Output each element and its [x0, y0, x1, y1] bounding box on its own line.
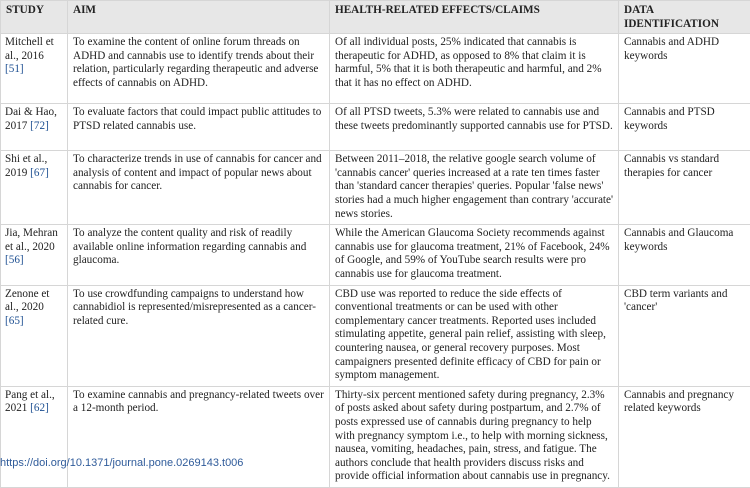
aim-cell: To examine the content of online forum threads on ADHD and cannabis use to identify trends about their relation, particularly regarding therapeutic and adverse effects of cannabis on ADHD. — [68, 34, 330, 104]
table-row — [1, 285, 750, 386]
aim-cell: To characterize trends in use of cannabis for cancer and analysis of content and impact of popular news about cannabis for cancer. — [68, 151, 330, 225]
table-row — [1, 34, 750, 104]
effects-cell: Of all individual posts, 25% indicated that cannabis is therapeutic for ADHD, as opposed to 8% that claim it is harmful, 5% that it is both therapeutic and harmful, and 2% that it has no effect on ADHD. — [330, 34, 619, 104]
effects-cell: While the American Glaucoma Society recommends against cannabis use for glaucoma treatment, 21% of Facebook, 24% of Google, and 59% of YouTube search results were pro cannabis use for glaucoma treatment. — [330, 225, 619, 285]
header-effects: HEALTH-RELATED EFFECTS/CLAIMS — [330, 1, 619, 34]
aim-cell: To analyze the content quality and risk of readily available online information regarding cannabis and glaucoma. — [68, 225, 330, 285]
header-study: STUDY — [1, 1, 68, 34]
aim-cell: To evaluate factors that could impact public attitudes to PTSD related cannabis use. — [68, 104, 330, 151]
data-identification-cell: CBD term variants and 'cancer' — [619, 285, 750, 386]
effects-cell: Of all PTSD tweets, 5.3% were related to cannabis use and these tweets predominantly supported cannabis use for PTSD. — [330, 104, 619, 151]
reference-link[interactable]: [51] — [5, 63, 24, 75]
reference-link[interactable]: [62] — [30, 402, 49, 414]
data-identification-cell: Cannabis and PTSD keywords — [619, 104, 750, 151]
table-row — [1, 225, 750, 285]
table-header-row — [1, 1, 750, 34]
table-row — [1, 151, 750, 225]
reference-link[interactable]: [65] — [5, 315, 24, 327]
study-name: Pang et al., 2021 — [5, 389, 55, 415]
effects-cell: Thirty-six percent mentioned safety during pregnancy, 2.3% of posts asked about safety during postpartum, and 2.7% of posts expressed use of cannabis during pregnancy to help with pregnancy symptom i.e., to help with morning sickness, nausea, vomiting, headaches, pain, stress, and fatigue. The authors conclude that health providers discuss risks and provide official information about cannabis use in pregnancy. — [330, 386, 619, 487]
study-name: Mitchell et al., 2016 — [5, 36, 54, 62]
header-aim: AIM — [68, 1, 330, 34]
effects-cell: CBD use was reported to reduce the side effects of conventional treatments or can be used with other complementary cancer treatments. Reported uses included stimulating appetite, general pain relief, assisting with sleep, countering nausea, or general recovery purposes. Most campaigners presented definite efficacy of CBD for pain or symptom management. — [330, 285, 619, 386]
doi-link[interactable]: https://doi.org/10.1371/journal.pone.0269143.t006 — [0, 457, 243, 470]
aim-cell: To examine cannabis and pregnancy-related tweets over a 12-month period. — [68, 386, 330, 487]
aim-cell: To use crowdfunding campaigns to understand how cannabidiol is represented/misrepresented as a cancer-related cure. — [68, 285, 330, 386]
table-row — [1, 386, 750, 487]
study-name: Dai & Hao, 2017 — [5, 106, 57, 132]
study-cell — [1, 151, 68, 225]
table-row — [1, 104, 750, 151]
study-name: Shi et al., 2019 — [5, 153, 47, 179]
study-cell — [1, 104, 68, 151]
data-identification-cell: Cannabis and Glaucoma keywords — [619, 225, 750, 285]
study-name: Zenone et al., 2020 — [5, 288, 49, 314]
effects-cell: Between 2011–2018, the relative google search volume of 'cannabis cancer' queries increased at a rate ten times faster than 'standard cancer therapies' queries. Popular 'false news' stories had a much higher engagement than contrary 'accurate' news stories. — [330, 151, 619, 225]
reference-link[interactable]: [67] — [30, 167, 49, 179]
header-data-identification: DATA IDENTIFICATION — [619, 1, 750, 34]
data-identification-cell: Cannabis and ADHD keywords — [619, 34, 750, 104]
reference-link[interactable]: [72] — [30, 120, 49, 132]
study-cell — [1, 225, 68, 285]
study-cell — [1, 386, 68, 487]
data-identification-cell: Cannabis vs standard therapies for cancer — [619, 151, 750, 225]
study-cell — [1, 34, 68, 104]
study-cell — [1, 285, 68, 386]
study-name: Jia, Mehran et al., 2020 — [5, 227, 58, 253]
data-identification-cell: Cannabis and pregnancy related keywords — [619, 386, 750, 487]
reference-link[interactable]: [56] — [5, 254, 24, 266]
